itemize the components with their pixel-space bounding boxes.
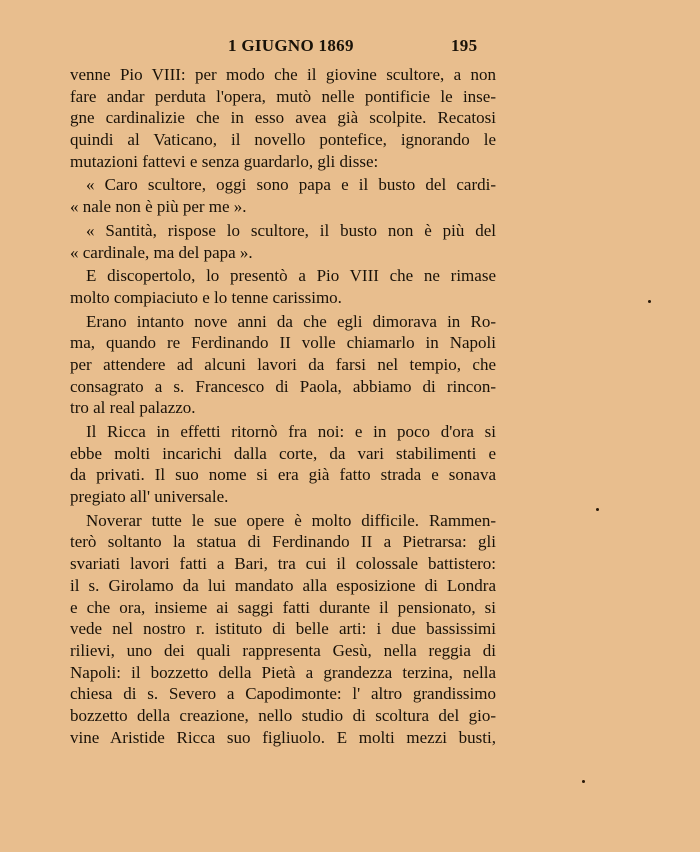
text-line: E discopertolo, lo presentò a Pio VIII che ne rimase bbox=[86, 266, 496, 286]
running-head bbox=[0, 36, 700, 60]
text-line: chiesa di s. Severo a Capodimonte: l' altro grandissimo bbox=[70, 684, 496, 704]
text-line: tro al real palazzo. bbox=[70, 398, 196, 418]
text-line: consagrato a s. Francesco di Paola, abbiamo di rincon- bbox=[70, 376, 496, 396]
text-line: venne Pio VIII: per modo che il giovine scultore, a non bbox=[70, 65, 496, 84]
paper-speck bbox=[648, 300, 651, 303]
text-line: Erano intanto nove anni da che egli dimorava in Ro- bbox=[86, 311, 496, 331]
paper-speck bbox=[596, 508, 599, 511]
text-line: svariati lavori fatti a Bari, tra cui il colossale battistero: bbox=[70, 554, 496, 574]
text-line: « nale non è più per me ». bbox=[70, 197, 247, 217]
header-date: 1 GIUGNO 1869 bbox=[228, 36, 354, 55]
text-line: Noverar tutte le sue opere è molto difficile. Rammen- bbox=[86, 510, 496, 530]
text-line: Il Ricca in effetti ritornò fra noi: e in poco d'ora si bbox=[86, 422, 496, 441]
text-line: ebbe molti incarichi dalla corte, da vari stabilimenti e bbox=[70, 443, 496, 463]
text-line: ma, quando re Ferdinando II volle chiamarlo in Napoli bbox=[70, 333, 496, 353]
text-line: « Caro scultore, oggi sono papa e il busto del cardi- bbox=[86, 175, 496, 195]
text-line: quindi al Vaticano, il novello pontefice, ignorando le bbox=[70, 130, 496, 150]
text-line: bozzetto della creazione, nello studio di scoltura del gio- bbox=[70, 705, 496, 725]
page-number: 195 bbox=[451, 36, 478, 55]
text-line: e che ora, insieme ai saggi fatti durante il pensionato, si bbox=[70, 597, 496, 617]
text-line: « Santità, rispose lo scultore, il busto non è più del bbox=[86, 220, 496, 240]
text-line: Napoli: il bozzetto della Pietà a grandezza terzina, nella bbox=[70, 662, 496, 682]
text-line: da privati. Il suo nome si era già fatto strada e sonava bbox=[70, 465, 496, 485]
text-line: mutazioni fattevi e senza guardarlo, gli disse: bbox=[70, 151, 379, 171]
text-line: il s. Girolamo da lui mandato alla esposizione di Londra bbox=[70, 575, 496, 595]
text-line: gne cardinalizie che in esso avea già scolpite. Recatosi bbox=[70, 108, 496, 128]
body-text bbox=[70, 64, 496, 748]
text-line: per attendere ad alcuni lavori da farsi nel tempio, che bbox=[70, 354, 496, 374]
text-line: « cardinale, ma del papa ». bbox=[70, 242, 253, 262]
text-line: vede nel nostro r. istituto di belle arti: i due bassissimi bbox=[70, 619, 496, 639]
text-line: pregiato all' universale. bbox=[70, 487, 229, 507]
text-line: molto compiaciuto e lo tenne carissimo. bbox=[70, 287, 342, 307]
paper-speck bbox=[582, 780, 585, 783]
text-line: vine Aristide Ricca suo figliuolo. E molti mezzi busti, bbox=[70, 727, 496, 747]
text-line: fare andar perduta l'opera, mutò nelle pontificie le inse- bbox=[70, 86, 496, 106]
text-line: rilievi, uno dei quali rappresenta Gesù, nella reggia di bbox=[70, 640, 496, 660]
text-line: terò soltanto la statua di Ferdinando II a Pietrarsa: gli bbox=[70, 532, 496, 552]
